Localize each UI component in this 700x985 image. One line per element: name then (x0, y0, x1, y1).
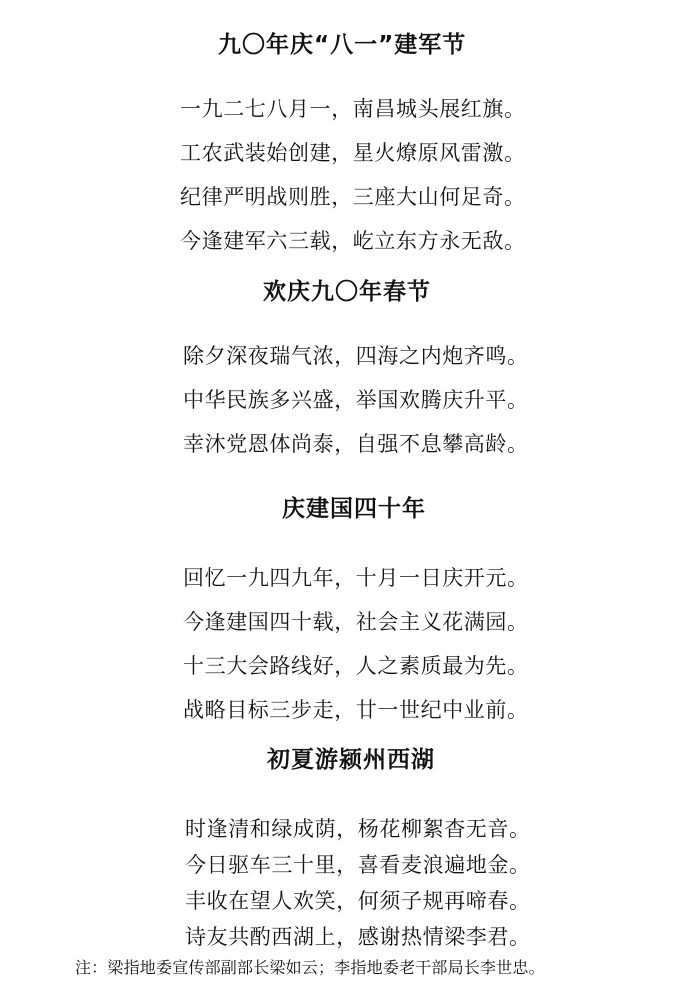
poem-line: 纪律严明战则胜，三座大山何足奇。 (180, 185, 526, 209)
poem-line: 战略目标三步走，廿一世纪中业前。 (183, 698, 529, 722)
poem-line: 今逢建国四十载，社会主义花满园。 (183, 610, 529, 634)
poem-line: 除夕深夜瑞气浓，四海之内炮齐鸣。 (183, 344, 529, 368)
poem-line: 回忆一九四九年，十月一日庆开元。 (183, 566, 529, 590)
poem-line: 诗友共酌西湖上，感谢热情梁李君。 (185, 925, 531, 949)
poem-line: 一九二七八月一，南昌城头展红旗。 (180, 97, 526, 121)
poem-line: 今逢建军六三载，屹立东方永无敌。 (180, 229, 526, 253)
poem-title: 欢庆九〇年春节 (263, 279, 431, 305)
footnote: 注：梁指地委宣传部副部长梁如云；李指地委老干部局长李世忠。 (75, 958, 545, 977)
poem-line: 时逢清和绿成荫，杨花柳絮杳无音。 (185, 817, 531, 841)
poem-line: 十三大会路线好，人之素质最为先。 (183, 654, 529, 678)
poem-line: 丰收在望人欢笑，何须子规再啼春。 (185, 889, 531, 913)
poem-line: 幸沐党恩体尚泰，自强不息攀高龄。 (183, 432, 529, 456)
poem-title: 九〇年庆“八一”建军节 (218, 32, 467, 58)
poem-line: 工农武装始创建，星火燎原风雷激。 (180, 141, 526, 165)
poem-title: 庆建国四十年 (282, 496, 426, 522)
poem-line: 今日驱车三十里，喜看麦浪遍地金。 (185, 853, 531, 877)
poem-line: 中华民族多兴盛，举国欢腾庆升平。 (183, 388, 529, 412)
poem-title: 初夏游颍州西湖 (267, 747, 435, 773)
